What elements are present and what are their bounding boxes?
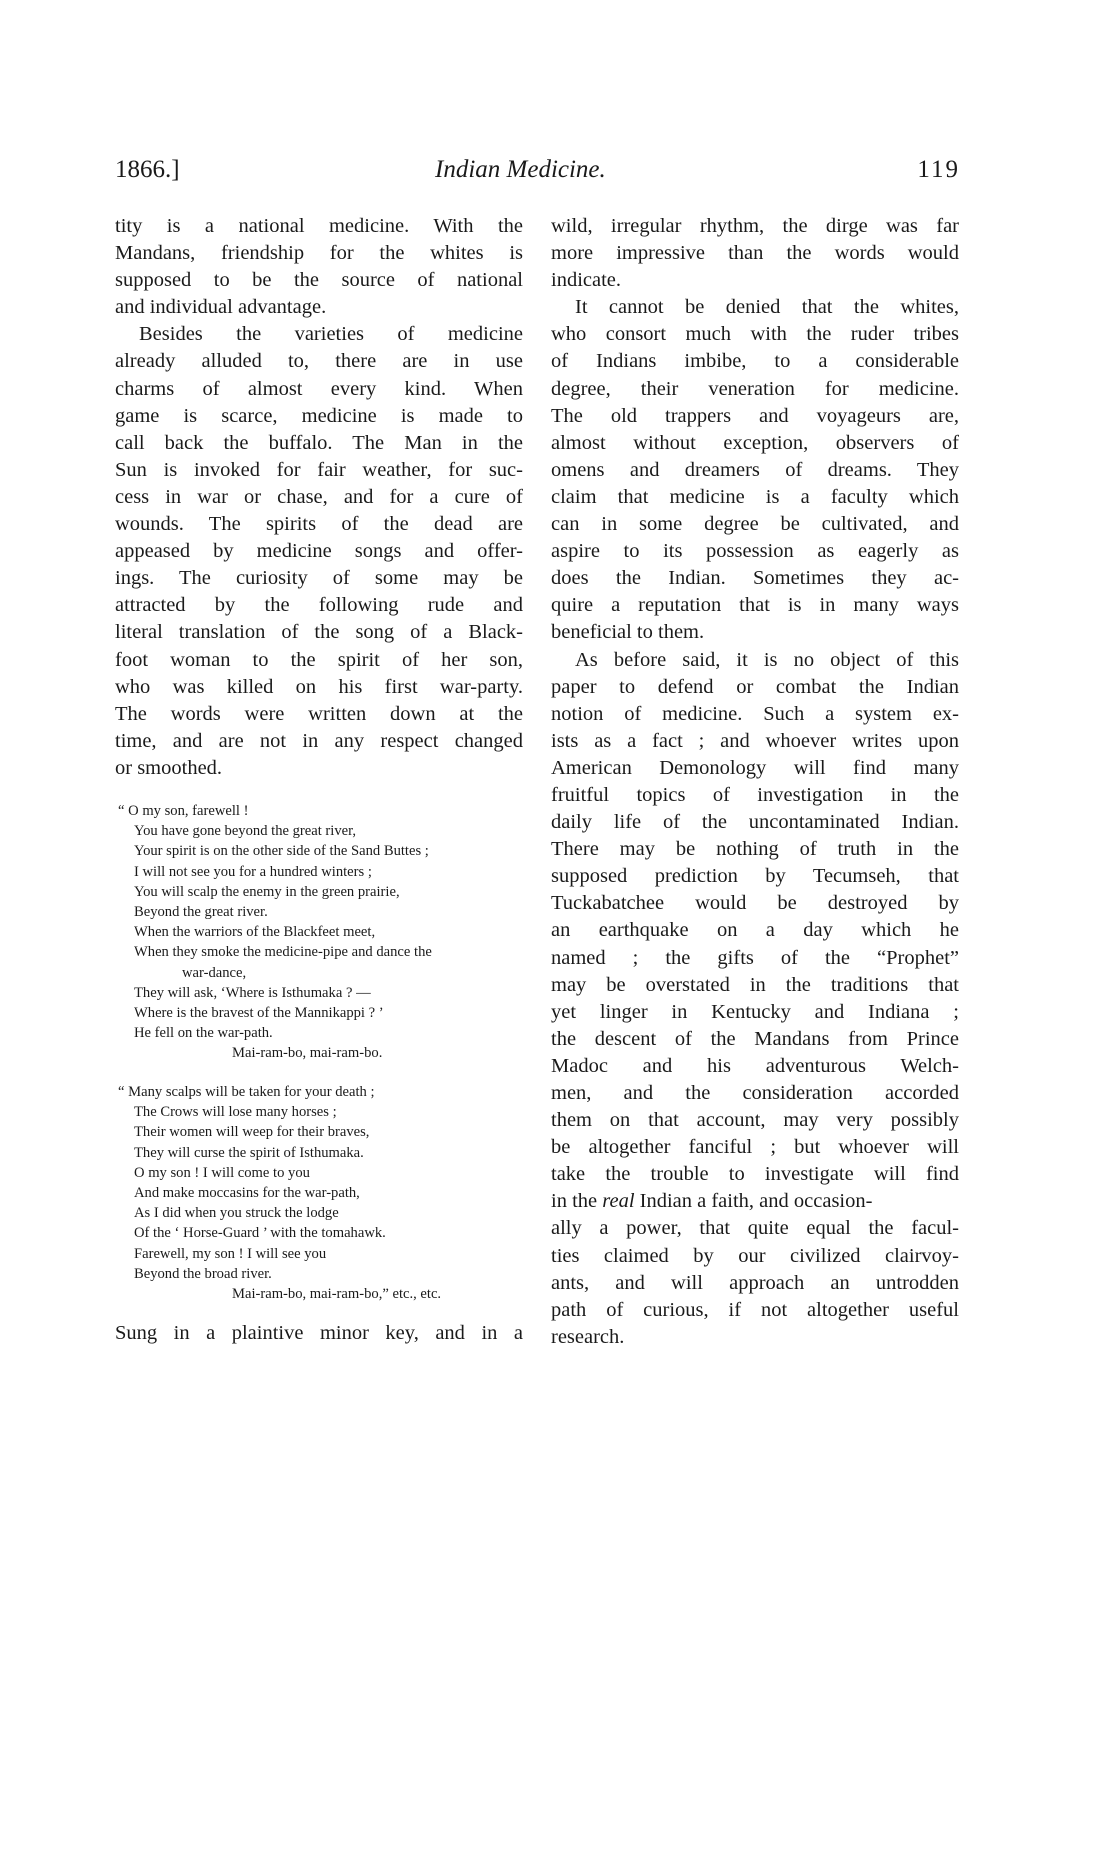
text-line: notion of medicine. Such a system ex- [551, 702, 959, 725]
text-line: ings. The curiosity of some may be [115, 567, 523, 590]
text-line: ally a power, that quite equal the facul- [551, 1217, 959, 1240]
text-line: degree, their veneration for medicine. [551, 377, 959, 400]
poem-line: Their women will weep for their braves, [134, 1124, 370, 1141]
text-line: attracted by the following rude and [115, 594, 523, 617]
text-line: an earthquake on a day which he [551, 919, 959, 942]
text-line-with-italic [551, 1188, 959, 1215]
italic-word: real [602, 1190, 635, 1213]
text-line: fruitful topics of investigation in the [551, 783, 959, 806]
text-line: appeased by medicine songs and offer- [115, 540, 523, 563]
poem-line: Where is the bravest of the Mannikappi ? ’ [134, 1004, 384, 1021]
text-line: The old trappers and voyageurs are, [551, 404, 959, 427]
poem-line: I will not see you for a hundred winters ; [134, 863, 372, 880]
poem-line: And make moccasins for the war-path, [134, 1184, 360, 1201]
text-line: Tuckabatchee would be destroyed by [551, 892, 959, 915]
poem-line: “ O my son, farewell ! [118, 803, 249, 819]
running-header [115, 156, 960, 192]
poem-line: When they smoke the medicine-pipe and dance the [134, 944, 432, 961]
text-fragment: in the [551, 1190, 598, 1213]
paragraph-start: As before said, it is no object of this [575, 648, 959, 671]
paragraph-start: It cannot be denied that the whites, [575, 296, 959, 319]
text-line: charms of almost every kind. When [115, 377, 523, 400]
poem-line: You have gone beyond the great river, [134, 823, 357, 840]
text-line: wild, irregular rhythm, the dirge was far [551, 215, 959, 237]
poem-line: They will ask, ‘Where is Isthumaka ? — [134, 984, 371, 1001]
text-line: be altogether fanciful ; but whoever will [551, 1136, 959, 1159]
poem-refrain: Mai-ram-bo, mai-ram-bo,” etc., etc. [232, 1285, 442, 1302]
poem-line: Your spirit is on the other side of the Sand Buttes ; [134, 843, 429, 860]
poem-line: Beyond the great river. [134, 903, 268, 920]
text-line: cess in war or chase, and for a cure of [115, 485, 523, 508]
text-line: call back the buffalo. The Man in the [115, 431, 523, 454]
text-line: quire a reputation that is in many ways [551, 594, 959, 617]
text-line: supposed prediction by Tecumseh, that [551, 865, 959, 888]
text-line: foot woman to the spirit of her son, [115, 648, 523, 671]
text-line: American Demonology will find many [551, 756, 959, 779]
text-line: game is scarce, medicine is made to [115, 404, 523, 427]
text-line: already alluded to, there are in use [115, 350, 523, 373]
text-line: ants, and will approach an untrodden [551, 1271, 959, 1294]
text-line: literal translation of the song of a Black- [115, 621, 523, 644]
header-title: Indian Medicine. [435, 156, 606, 183]
text-line: who was killed on his first war-party. [115, 675, 523, 698]
poem-line: “ Many scalps will be taken for your death ; [118, 1084, 375, 1100]
page-number: 119 [917, 156, 960, 183]
text-line: supposed to be the source of national [115, 269, 523, 292]
text-line: wounds. The spirits of the dead are [115, 513, 523, 536]
left-column [115, 213, 523, 782]
text-line: paper to defend or combat the Indian [551, 675, 959, 698]
text-line: and individual advantage. [115, 296, 327, 319]
text-line: The words were written down at the [115, 702, 523, 725]
text-line: named ; the gifts of the “Prophet” [551, 946, 959, 969]
text-line: ties claimed by our civilized clairvoy- [551, 1244, 959, 1267]
poem-line: Farewell, my son ! I will see you [134, 1245, 327, 1262]
poem-line: Beyond the broad river. [134, 1265, 272, 1282]
text-line: Sun is invoked for fair weather, for suc- [115, 458, 523, 481]
text-line: of Indians imbibe, to a considerable [551, 350, 959, 373]
after-poem-text [115, 1320, 523, 1347]
text-line: can in some degree be cultivated, and [551, 513, 959, 536]
text-fragment: Indian a faith, and occasion- [634, 1190, 873, 1213]
poem-line: You will scalp the enemy in the green prairie, [134, 883, 400, 900]
header-year: 1866.] [115, 156, 180, 183]
text-line: yet linger in Kentucky and Indiana ; [551, 1000, 959, 1023]
text-line: There may be nothing of truth in the [551, 838, 959, 861]
poem-line: The Crows will lose many horses ; [134, 1104, 337, 1121]
poem-line: As I did when you struck the lodge [134, 1205, 339, 1222]
text-line: more impressive than the words would [551, 242, 959, 265]
text-line: ists as a fact ; and whoever writes upon [551, 729, 959, 752]
poem-line: They will curse the spirit of Isthumaka. [134, 1144, 364, 1161]
poem-line: Of the ‘ Horse-Guard ’ with the tomahawk. [134, 1225, 386, 1242]
poem-line: He fell on the war-path. [134, 1025, 273, 1042]
text-line: Sung in a plaintive minor key, and in a [115, 1322, 523, 1344]
poem-stanza-2 [118, 1082, 528, 1304]
text-line: who consort much with the ruder tribes [551, 323, 959, 346]
text-line: men, and the consideration accorded [551, 1082, 959, 1104]
poem-stanza-1 [118, 801, 528, 1063]
text-line: omens and dreamers of dreams. They [551, 458, 959, 481]
text-line: or smoothed. [115, 756, 223, 779]
text-line: research. [551, 1325, 625, 1348]
text-line: tity is a national medicine. With the [115, 215, 523, 237]
text-line: may be overstated in the traditions that [551, 973, 959, 996]
text-line: take the trouble to investigate will find [551, 1163, 959, 1186]
text-line: the descent of the Mandans from Prince [551, 1027, 959, 1050]
text-line: beneficial to them. [551, 621, 705, 644]
text-line: daily life of the uncontaminated Indian. [551, 811, 959, 834]
text-line: time, and are not in any respect changed [115, 729, 523, 752]
paragraph-start: Besides the varieties of medicine [139, 323, 523, 346]
poem-line: When the warriors of the Blackfeet meet, [134, 924, 376, 941]
poem-line: war-dance, [182, 964, 247, 981]
text-line: almost without exception, observers of [551, 431, 959, 454]
poem-refrain: Mai-ram-bo, mai-ram-bo. [232, 1045, 383, 1062]
text-line: claim that medicine is a faculty which [551, 485, 959, 508]
text-line: them on that account, may very possibly [551, 1109, 959, 1132]
text-line: Mandans, friendship for the whites is [115, 242, 523, 265]
text-line: Madoc and his adventurous Welch- [551, 1054, 959, 1077]
text-line: does the Indian. Sometimes they ac- [551, 567, 959, 590]
text-line: aspire to its possession as eagerly as [551, 540, 959, 563]
right-column [551, 213, 959, 1351]
poem-line: O my son ! I will come to you [134, 1164, 310, 1181]
text-line: path of curious, if not altogether useful [551, 1298, 959, 1321]
text-line: indicate. [551, 269, 622, 292]
